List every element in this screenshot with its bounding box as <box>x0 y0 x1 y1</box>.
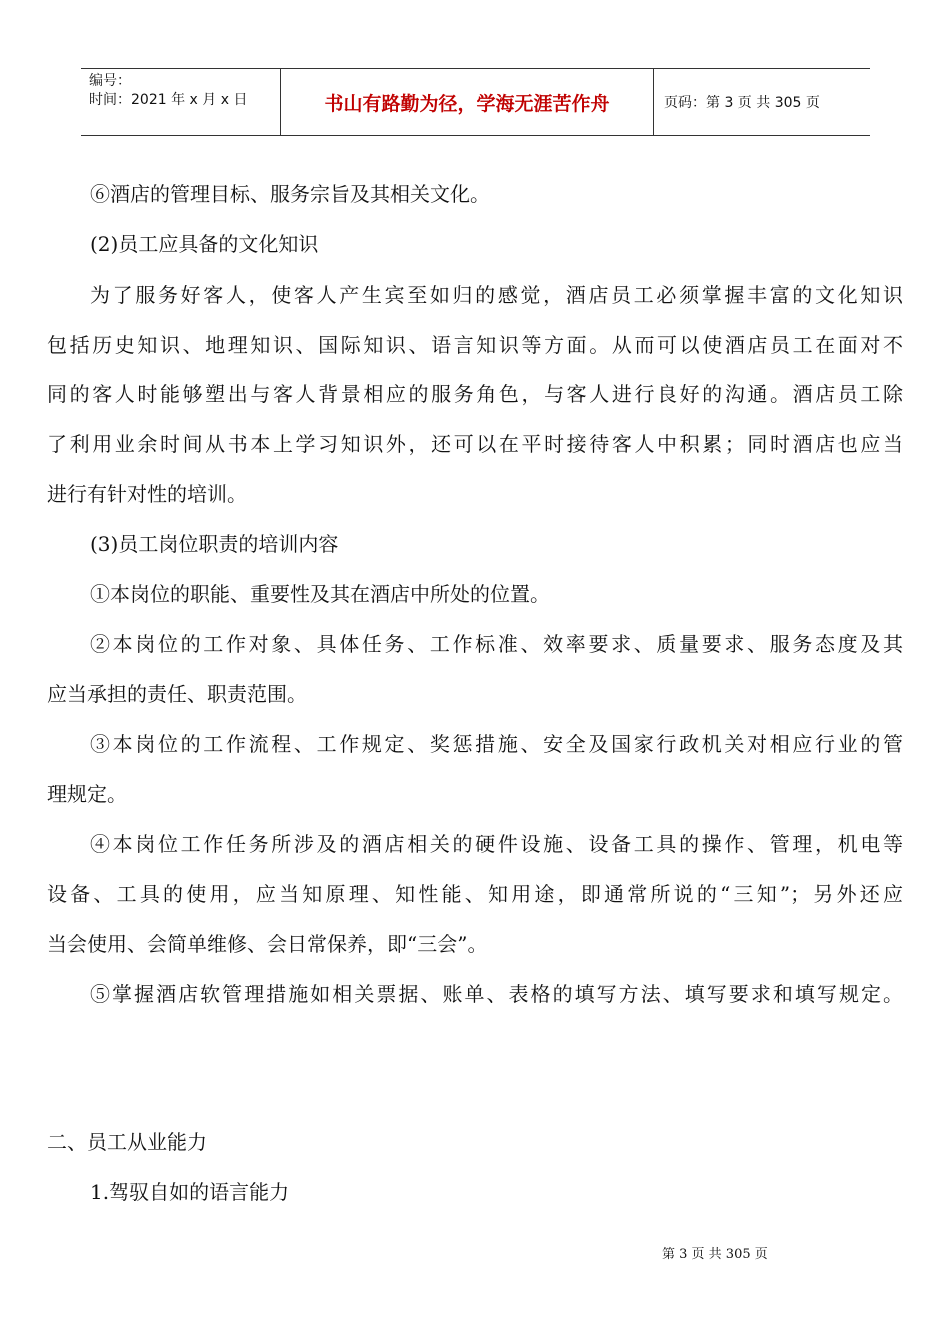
paragraph-line: 为了服务好客人，使客人产生宾至如归的感觉，酒店员工必须掌握丰富的文化知识 <box>90 283 903 307</box>
subheading: (2)员工应具备的文化知识 <box>90 232 319 256</box>
header-page-cell <box>654 69 870 135</box>
list-item-continuation: 设备、工具的使用，应当知原理、知性能、知用途，即通常所说的“三知”；另外还应 <box>47 882 903 906</box>
list-item: ②本岗位的工作对象、具体任务、工作标准、效率要求、质量要求、服务态度及其 <box>90 632 903 656</box>
header-meta-cell <box>81 69 281 135</box>
subheading: (3)员工岗位职责的培训内容 <box>90 532 339 556</box>
time-label: 时间：2021 年 x 月 x 日 <box>89 92 248 108</box>
list-item-continuation: 应当承担的责任、职责范围。 <box>47 682 307 706</box>
paragraph-line: 同的客人时能够塑出与客人背景相应的服务角色，与客人进行良好的沟通。酒店员工除 <box>47 382 903 406</box>
motto-text: 书山有路勤为径，学海无涯苦作舟 <box>324 92 610 115</box>
page-footer: 第 3 页 共 305 页 <box>662 1247 768 1262</box>
paragraph-line: 了利用业余时间从书本上学习知识外，还可以在平时接待客人中积累；同时酒店也应当 <box>47 432 903 456</box>
subsection-heading: 1.驾驭自如的语言能力 <box>90 1180 290 1204</box>
header-motto-cell <box>281 69 654 135</box>
paragraph-line: 包括历史知识、地理知识、国际知识、语言知识等方面。从而可以使酒店员工在面对不 <box>47 333 903 357</box>
paragraph-line: 进行有针对性的培训。 <box>47 482 247 506</box>
list-item-continuation: 当会使用、会简单维修、会日常保养，即“三会”。 <box>47 932 488 956</box>
text-line: ⑥酒店的管理目标、服务宗旨及其相关文化。 <box>90 182 490 206</box>
number-label: 编号： <box>89 73 131 89</box>
list-item: ⑤掌握酒店软管理措施如相关票据、账单、表格的填写方法、填写要求和填写规定。 <box>90 982 903 1006</box>
list-item: ③本岗位的工作流程、工作规定、奖惩措施、安全及国家行政机关对相应行业的管 <box>90 732 903 756</box>
section-heading: 二、员工从业能力 <box>47 1130 207 1154</box>
list-item: ①本岗位的职能、重要性及其在酒店中所处的位置。 <box>90 582 550 606</box>
page-label: 页码：第 3 页 共 305 页 <box>664 95 820 111</box>
document-header <box>81 68 870 136</box>
list-item: ④本岗位工作任务所涉及的酒店相关的硬件设施、设备工具的操作、管理，机电等 <box>90 832 903 856</box>
list-item-continuation: 理规定。 <box>47 782 127 806</box>
